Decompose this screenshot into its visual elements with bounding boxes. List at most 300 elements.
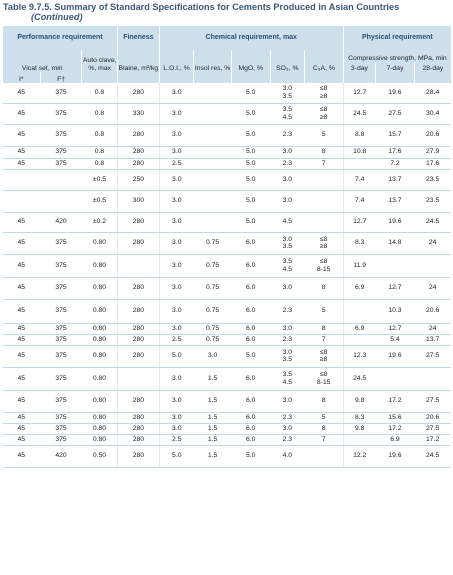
autoclave-cell: 0.8	[82, 158, 118, 169]
blaine-cell: 280	[117, 434, 159, 445]
c3a-header: C₃A, %	[305, 50, 344, 72]
blaine-cell: 280	[117, 390, 159, 412]
table-row	[3, 423, 452, 434]
loi-cell: 2.5	[159, 434, 193, 445]
table-row	[3, 390, 452, 412]
strength-3day-cell: 9.8	[343, 423, 375, 434]
autoclave-cell: 0.80	[82, 390, 118, 412]
strength-28day-cell: 23.5	[414, 190, 451, 212]
vicat-final-cell: 375	[40, 367, 82, 390]
blaine-cell: 280	[117, 124, 159, 146]
vicat-set-header: Vicat set, min	[3, 50, 82, 72]
insol-res-cell: 1.5	[194, 367, 232, 390]
insol-res-cell	[194, 103, 232, 124]
strength-3day-cell: 6.9	[343, 277, 375, 299]
c3a-value: ≤8	[319, 235, 328, 243]
vicat-initial-cell: 45	[3, 390, 41, 412]
blaine-cell: 280	[117, 299, 159, 323]
strength-3day-cell: 9.8	[343, 390, 375, 412]
three-day-header: 3-day	[343, 62, 375, 72]
loi-cell: 5.0	[159, 445, 193, 467]
so3-value: 3.0	[282, 85, 293, 93]
so3-cell	[270, 254, 304, 277]
c3a-cell: 8	[305, 323, 344, 334]
loi-cell: 3.0	[159, 254, 193, 277]
strength-3day-cell: 8.3	[343, 232, 375, 254]
strength-7day-cell	[376, 254, 415, 277]
strength-7day-cell: 12.7	[376, 323, 415, 334]
loi-cell: 3.0	[159, 423, 193, 434]
table-row	[3, 124, 452, 146]
vicat-initial-cell: 45	[3, 254, 41, 277]
c3a-cell	[305, 254, 344, 277]
autoclave-cell: 0.8	[82, 146, 118, 158]
strength-3day-cell: 12.3	[343, 345, 375, 367]
blaine-cell: 280	[117, 412, 159, 423]
twenty-eight-day-header: 28-day	[414, 62, 451, 72]
insol-res-cell	[194, 124, 232, 146]
so3-value: 4.5	[282, 265, 293, 273]
c3a-value: ≥8	[319, 243, 328, 250]
insol-res-cell: 0.75	[194, 232, 232, 254]
chemical-requirement-header: Chemical requirement, max	[159, 26, 343, 50]
strength-28day-cell: 27.5	[414, 423, 451, 434]
table-title-main: Table 9.7.5. Summary of Standard Specifications for Cements Produced in Asian Countries	[3, 2, 400, 12]
strength-7day-cell: 14.8	[376, 232, 415, 254]
table-row	[3, 212, 452, 232]
mgo-header: MgO, %	[231, 50, 270, 72]
strength-3day-cell	[343, 299, 375, 323]
vicat-final-cell: 375	[40, 323, 82, 334]
table-row	[3, 345, 452, 367]
so3-cell	[270, 103, 304, 124]
seven-day-header: 7-day	[376, 62, 415, 72]
mgo-cell: 5.0	[231, 83, 270, 103]
loi-cell: 3.0	[159, 169, 193, 190]
vicat-final-cell: 375	[40, 232, 82, 254]
loi-cell: 3.0	[159, 212, 193, 232]
so3-cell	[270, 232, 304, 254]
mgo-cell: 5.0	[231, 169, 270, 190]
strength-28day-cell: 24.5	[414, 445, 451, 467]
strength-3day-cell	[343, 334, 375, 345]
c3a-value: ≤8	[319, 258, 328, 265]
mgo-cell: 5.0	[231, 212, 270, 232]
so3-value: 3.5	[282, 106, 293, 113]
autoclave-cell: ±0.5	[82, 169, 118, 190]
table-row	[3, 169, 452, 190]
mgo-cell: 6.0	[231, 334, 270, 345]
blaine-cell: 250	[117, 169, 159, 190]
vicat-initial-cell: 45	[3, 83, 41, 103]
blaine-cell: 280	[117, 445, 159, 467]
strength-3day-cell: 8.3	[343, 412, 375, 423]
table-row	[3, 445, 452, 467]
strength-28day-cell: 20.6	[414, 412, 451, 423]
blaine-header: Blaine, m²/kg	[117, 50, 159, 72]
loi-header: L.O.I., %	[159, 50, 193, 72]
c3a-value: ≤8	[319, 85, 328, 93]
so3-cell: 2.3	[270, 412, 304, 423]
vicat-initial-cell: 45	[3, 212, 41, 232]
mgo-cell: 5.0	[231, 190, 270, 212]
vicat-final-cell: 375	[40, 390, 82, 412]
vicat-final-cell: 375	[40, 412, 82, 423]
insol-res-cell	[194, 146, 232, 158]
strength-28day-cell: 24.5	[414, 212, 451, 232]
so3-cell: 3.0	[270, 190, 304, 212]
vicat-final-cell: 375	[40, 83, 82, 103]
physical-requirement-header: Physical requirement	[343, 26, 451, 50]
blaine-cell: 300	[117, 190, 159, 212]
loi-cell: 3.0	[159, 146, 193, 158]
so3-value: 3.0	[282, 235, 293, 243]
so3-cell	[270, 345, 304, 367]
so3-cell: 3.0	[270, 277, 304, 299]
so3-cell	[270, 83, 304, 103]
insol-res-cell: 3.0	[194, 345, 232, 367]
autoclave-cell: 0.80	[82, 299, 118, 323]
autoclave-cell: 0.8	[82, 103, 118, 124]
c3a-cell	[305, 169, 344, 190]
blaine-cell	[117, 367, 159, 390]
strength-3day-cell: 6.9	[343, 323, 375, 334]
c3a-cell: 7	[305, 158, 344, 169]
blaine-cell: 280	[117, 334, 159, 345]
autoclave-cell: 0.80	[82, 412, 118, 423]
insol-res-cell	[194, 158, 232, 169]
table-row	[3, 103, 452, 124]
vicat-initial-cell: 45	[3, 445, 41, 467]
insol-res-cell	[194, 190, 232, 212]
vicat-final-cell	[40, 169, 82, 190]
blaine-cell: 280	[117, 277, 159, 299]
blaine-cell: 280	[117, 345, 159, 367]
c3a-cell	[305, 232, 344, 254]
strength-3day-cell	[343, 434, 375, 445]
autoclave-cell: 0.80	[82, 254, 118, 277]
so3-value: 4.5	[282, 378, 293, 386]
c3a-value: ≤8	[319, 371, 328, 378]
strength-7day-cell: 15.6	[376, 412, 415, 423]
strength-7day-cell: 12.7	[376, 277, 415, 299]
vicat-final-cell: 375	[40, 146, 82, 158]
so3-value: 3.5	[282, 92, 293, 100]
strength-7day-cell: 17.6	[376, 146, 415, 158]
vicat-initial-cell: 45	[3, 299, 41, 323]
c3a-value: ≥8	[319, 356, 328, 363]
strength-7day-cell: 17.2	[376, 423, 415, 434]
c3a-cell	[305, 83, 344, 103]
blaine-cell: 280	[117, 232, 159, 254]
so3-value: 3.0	[282, 348, 293, 356]
mgo-cell: 6.0	[231, 232, 270, 254]
table-row	[3, 323, 452, 334]
so3-cell: 2.3	[270, 299, 304, 323]
table-row	[3, 277, 452, 299]
loi-cell: 3.0	[159, 103, 193, 124]
strength-28day-cell: 20.6	[414, 299, 451, 323]
so3-cell: 3.0	[270, 390, 304, 412]
c3a-cell: 5	[305, 124, 344, 146]
loi-cell: 3.0	[159, 83, 193, 103]
blaine-cell: 280	[117, 323, 159, 334]
strength-3day-cell: 12.2	[343, 445, 375, 467]
table-row	[3, 83, 452, 103]
specifications-table	[2, 26, 451, 468]
so3-cell: 3.0	[270, 146, 304, 158]
insol-res-cell: 1.5	[194, 412, 232, 423]
strength-3day-cell: 8.8	[343, 124, 375, 146]
insol-res-cell: 0.75	[194, 334, 232, 345]
c3a-cell: 7	[305, 434, 344, 445]
c3a-cell: 5	[305, 299, 344, 323]
vicat-initial-cell: 45	[3, 334, 41, 345]
blaine-cell: 280	[117, 158, 159, 169]
vicat-final-cell: 375	[40, 103, 82, 124]
mgo-cell: 6.0	[231, 254, 270, 277]
c3a-value: ≤8	[319, 106, 328, 113]
loi-cell: 3.0	[159, 412, 193, 423]
c3a-cell: 8	[305, 423, 344, 434]
autoclave-cell: 0.50	[82, 445, 118, 467]
vicat-final-cell: 375	[40, 345, 82, 367]
c3a-cell	[305, 103, 344, 124]
mgo-cell: 5.0	[231, 158, 270, 169]
insol-res-cell: 0.75	[194, 299, 232, 323]
loi-cell: 3.0	[159, 367, 193, 390]
strength-7day-cell: 19.6	[376, 83, 415, 103]
c3a-cell	[305, 445, 344, 467]
strength-7day-cell: 13.7	[376, 169, 415, 190]
strength-28day-cell: 17.2	[414, 434, 451, 445]
autoclave-cell: ±0.5	[82, 190, 118, 212]
so3-header: SO₃, %	[270, 50, 304, 72]
autoclave-cell: ±0.2	[82, 212, 118, 232]
blaine-cell	[117, 254, 159, 277]
vicat-final-cell: 420	[40, 445, 82, 467]
so3-value: 3.5	[282, 258, 293, 265]
strength-28day-cell: 28.4	[414, 83, 451, 103]
c3a-value: ≥8	[319, 92, 328, 100]
so3-cell: 3.0	[270, 323, 304, 334]
strength-3day-cell: 11.9	[343, 254, 375, 277]
strength-28day-cell: 27.5	[414, 390, 451, 412]
vicat-final-cell: 375	[40, 158, 82, 169]
mgo-cell: 6.0	[231, 423, 270, 434]
autoclave-cell: 0.80	[82, 367, 118, 390]
table-subtitle: (Continued)	[31, 12, 83, 22]
compressive-strength-header: Compressive strength, MPa, min	[343, 50, 451, 62]
vicat-initial-cell: 45	[3, 232, 41, 254]
autoclave-header: Auto clave, %, max	[82, 50, 118, 72]
so3-cell: 2.3	[270, 124, 304, 146]
loi-cell: 3.0	[159, 390, 193, 412]
c3a-value: 8-15	[316, 265, 331, 273]
c3a-cell: 8	[305, 146, 344, 158]
table-row	[3, 158, 452, 169]
loi-cell: 3.0	[159, 190, 193, 212]
strength-7day-cell: 6.9	[376, 434, 415, 445]
table-row	[3, 334, 452, 345]
strength-7day-cell: 19.6	[376, 445, 415, 467]
strength-7day-cell: 19.6	[376, 212, 415, 232]
so3-value: 3.5	[282, 356, 293, 363]
insol-res-cell: 0.75	[194, 254, 232, 277]
c3a-cell: 8	[305, 390, 344, 412]
table-row	[3, 146, 452, 158]
vicat-initial-cell: 45	[3, 412, 41, 423]
mgo-cell: 6.0	[231, 367, 270, 390]
insol-res-cell	[194, 83, 232, 103]
loi-cell: 3.0	[159, 299, 193, 323]
insol-res-cell: 0.75	[194, 277, 232, 299]
vicat-final-cell: 375	[40, 254, 82, 277]
vicat-initial-cell	[3, 190, 41, 212]
strength-3day-cell: 24.5	[343, 103, 375, 124]
autoclave-cell: 0.80	[82, 232, 118, 254]
initial-set-header: I*	[3, 72, 41, 83]
c3a-cell	[305, 212, 344, 232]
vicat-final-cell	[40, 190, 82, 212]
c3a-cell	[305, 345, 344, 367]
mgo-cell: 5.0	[231, 146, 270, 158]
vicat-initial-cell: 45	[3, 103, 41, 124]
so3-value: 4.5	[282, 113, 293, 121]
blaine-cell: 330	[117, 103, 159, 124]
so3-cell: 2.3	[270, 334, 304, 345]
c3a-value: 8-15	[316, 378, 331, 386]
strength-28day-cell	[414, 367, 451, 390]
so3-cell: 2.3	[270, 158, 304, 169]
loi-cell: 3.0	[159, 323, 193, 334]
insol-res-cell: 1.5	[194, 445, 232, 467]
strength-7day-cell: 15.7	[376, 124, 415, 146]
table-body	[3, 83, 452, 467]
strength-28day-cell: 24	[414, 323, 451, 334]
table-row	[3, 434, 452, 445]
vicat-final-cell: 375	[40, 434, 82, 445]
mgo-cell: 5.0	[231, 103, 270, 124]
table-row	[3, 254, 452, 277]
table-row	[3, 412, 452, 423]
vicat-final-cell: 375	[40, 277, 82, 299]
vicat-initial-cell: 45	[3, 277, 41, 299]
mgo-cell: 6.0	[231, 323, 270, 334]
strength-7day-cell: 5.4	[376, 334, 415, 345]
so3-cell: 4.5	[270, 212, 304, 232]
strength-3day-cell: 12.7	[343, 83, 375, 103]
insol-res-cell	[194, 169, 232, 190]
strength-3day-cell: 7.4	[343, 169, 375, 190]
autoclave-cell: 0.80	[82, 434, 118, 445]
strength-28day-cell: 27.9	[414, 146, 451, 158]
loi-cell: 3.0	[159, 124, 193, 146]
vicat-final-cell: 375	[40, 299, 82, 323]
vicat-initial-cell: 45	[3, 345, 41, 367]
vicat-initial-cell: 45	[3, 124, 41, 146]
loi-cell: 2.5	[159, 158, 193, 169]
performance-requirement-header: Performance requirement	[3, 26, 118, 50]
loi-cell: 3.0	[159, 277, 193, 299]
insol-res-cell	[194, 212, 232, 232]
insol-res-cell: 1.5	[194, 390, 232, 412]
insol-res-cell: 0.75	[194, 323, 232, 334]
final-set-header: F†	[40, 72, 82, 83]
loi-cell: 3.0	[159, 232, 193, 254]
strength-28day-cell: 27.5	[414, 345, 451, 367]
so3-cell: 2.3	[270, 434, 304, 445]
strength-7day-cell: 10.3	[376, 299, 415, 323]
insol-res-cell: 1.5	[194, 423, 232, 434]
c3a-cell: 7	[305, 334, 344, 345]
strength-7day-cell: 19.6	[376, 345, 415, 367]
autoclave-cell: 0.80	[82, 423, 118, 434]
blaine-cell: 280	[117, 146, 159, 158]
strength-3day-cell: 10.8	[343, 146, 375, 158]
so3-cell: 3.0	[270, 423, 304, 434]
strength-3day-cell: 24.5	[343, 367, 375, 390]
vicat-final-cell: 420	[40, 212, 82, 232]
c3a-value: ≥8	[319, 113, 328, 121]
strength-3day-cell: 7.4	[343, 190, 375, 212]
so3-cell	[270, 367, 304, 390]
autoclave-cell: 0.80	[82, 323, 118, 334]
c3a-cell	[305, 190, 344, 212]
strength-7day-cell: 17.2	[376, 390, 415, 412]
loi-cell: 5.0	[159, 345, 193, 367]
blaine-cell: 280	[117, 423, 159, 434]
mgo-cell: 6.0	[231, 277, 270, 299]
vicat-initial-cell: 45	[3, 158, 41, 169]
vicat-final-cell: 375	[40, 124, 82, 146]
mgo-cell: 5.0	[231, 445, 270, 467]
so3-cell: 4.0	[270, 445, 304, 467]
vicat-initial-cell	[3, 169, 41, 190]
blaine-cell: 280	[117, 212, 159, 232]
vicat-final-cell: 375	[40, 334, 82, 345]
strength-28day-cell: 30.4	[414, 103, 451, 124]
c3a-value: ≤8	[319, 348, 328, 356]
insol-res-header: Insol res, %	[194, 50, 232, 72]
vicat-initial-cell: 45	[3, 423, 41, 434]
autoclave-cell: 0.80	[82, 345, 118, 367]
autoclave-cell: 0.80	[82, 277, 118, 299]
mgo-cell: 6.0	[231, 299, 270, 323]
c3a-cell: 8	[305, 277, 344, 299]
c3a-cell	[305, 367, 344, 390]
mgo-cell: 5.0	[231, 124, 270, 146]
autoclave-cell: 0.8	[82, 83, 118, 103]
strength-28day-cell: 20.6	[414, 124, 451, 146]
autoclave-cell: 0.8	[82, 124, 118, 146]
strength-3day-cell	[343, 158, 375, 169]
vicat-initial-cell: 45	[3, 323, 41, 334]
vicat-final-cell: 375	[40, 423, 82, 434]
strength-28day-cell	[414, 254, 451, 277]
strength-28day-cell: 24	[414, 232, 451, 254]
table-title	[3, 2, 450, 22]
vicat-initial-cell: 45	[3, 434, 41, 445]
table-row	[3, 367, 452, 390]
so3-value: 3.5	[282, 243, 293, 250]
table-row	[3, 232, 452, 254]
mgo-cell: 6.0	[231, 390, 270, 412]
table-row	[3, 190, 452, 212]
so3-value: 3.5	[282, 371, 293, 378]
strength-28day-cell: 17.6	[414, 158, 451, 169]
strength-7day-cell	[376, 367, 415, 390]
